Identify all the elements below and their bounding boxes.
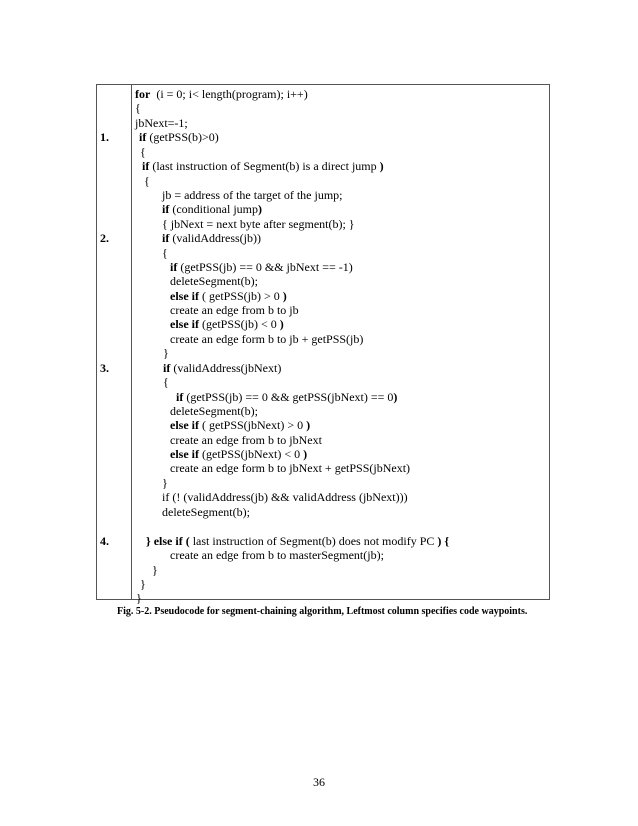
code-line [170, 433, 322, 447]
code-line [163, 361, 281, 375]
code-text: } [136, 591, 142, 605]
code-text: deleteSegment(b); [170, 274, 258, 288]
figure-caption: Fig. 5-2. Pseudocode for segment-chaining algorithm, Leftmost column specifies code waypoints. [117, 606, 528, 617]
code-keyword: ) [306, 418, 311, 432]
code-text: (i = 0; i< length(program); i++) [150, 87, 308, 101]
code-line [170, 548, 384, 562]
code-line [140, 145, 146, 159]
waypoint-label: 1. [100, 130, 109, 144]
code-text: (last instruction of Segment(b) is a direct jump [149, 159, 380, 173]
code-text: if (! (validAddress(jb) && validAddress (jbNext))) [162, 490, 408, 504]
code-line [162, 476, 168, 490]
waypoint-label: 2. [100, 231, 109, 245]
code-text: } [140, 577, 146, 591]
code-line [170, 317, 284, 331]
code-line [135, 101, 141, 115]
code-line [139, 130, 219, 144]
code-keyword: ) [303, 447, 308, 461]
code-keyword: if [176, 390, 184, 404]
code-keyword: if [162, 231, 170, 245]
code-line [170, 461, 410, 475]
code-text: last instruction of Segment(b) does not modify PC [189, 534, 438, 548]
code-line [163, 346, 169, 360]
code-keyword: for [135, 87, 151, 101]
code-keyword: else if [170, 289, 199, 303]
code-keyword: if [142, 159, 150, 173]
code-line [144, 174, 150, 188]
waypoint-label: 3. [100, 361, 109, 375]
code-text: { [144, 174, 150, 188]
code-keyword: } else if ( [146, 534, 190, 548]
code-line [176, 390, 397, 404]
code-line [152, 563, 158, 577]
code-line [142, 159, 384, 173]
code-text: jbNext=-1; [135, 116, 188, 130]
code-keyword: ) [379, 159, 384, 173]
code-line [170, 303, 299, 317]
waypoint-label: 4. [100, 534, 109, 548]
code-text: (getPSS(jb) == 0 && getPSS(jbNext) == 0 [183, 390, 394, 404]
code-line [136, 591, 142, 605]
code-keyword: ) [258, 202, 262, 216]
code-text: (validAddress(jbNext) [170, 361, 282, 375]
code-line [170, 447, 307, 461]
code-text: (getPSS(b)>0) [146, 130, 219, 144]
waypoint-column-divider [131, 84, 132, 600]
code-text: ( getPSS(jb) > 0 [199, 289, 283, 303]
code-keyword: else if [170, 418, 199, 432]
code-line [162, 231, 261, 245]
code-line [170, 418, 310, 432]
code-text: jb = address of the target of the jump; [162, 188, 343, 202]
code-keyword: if [139, 130, 147, 144]
code-line [170, 404, 258, 418]
code-line [135, 116, 188, 130]
code-text: { [163, 375, 169, 389]
code-text: ( getPSS(jbNext) > 0 [199, 418, 307, 432]
code-line [170, 274, 258, 288]
code-line [163, 375, 169, 389]
code-text: (getPSS(jbNext) < 0 [199, 447, 304, 461]
code-text: (conditional jump [169, 202, 258, 216]
code-text: (getPSS(jb) == 0 && jbNext == -1) [177, 260, 353, 274]
code-text: create an edge form b to jb + getPSS(jb) [170, 332, 364, 346]
code-keyword: ) [393, 390, 398, 404]
code-line [140, 577, 146, 591]
code-text: (validAddress(jb)) [169, 231, 261, 245]
code-line [170, 260, 353, 274]
code-line [135, 87, 308, 101]
code-text: { [135, 101, 141, 115]
code-text: create an edge from b to jb [170, 303, 299, 317]
code-text: { [140, 145, 146, 159]
code-text: } [163, 346, 169, 360]
code-keyword: if [163, 361, 171, 375]
code-keyword: if [170, 260, 178, 274]
code-line [162, 202, 262, 216]
code-keyword: if [162, 202, 170, 216]
code-text: create an edge form b to jbNext + getPSS(jbNext) [170, 461, 411, 475]
code-keyword: ) [282, 289, 287, 303]
code-line [162, 246, 168, 260]
code-text: } [152, 563, 158, 577]
code-text: { [162, 246, 168, 260]
code-keyword: ) { [437, 534, 450, 548]
page-number: 36 [313, 775, 325, 789]
code-line [146, 534, 449, 548]
code-line [170, 332, 363, 346]
code-text: { jbNext = next byte after segment(b); } [162, 217, 355, 231]
code-line [162, 188, 343, 202]
code-line [162, 217, 355, 231]
code-line [162, 505, 250, 519]
code-text: deleteSegment(b); [170, 404, 258, 418]
code-text: create an edge from b to jbNext [170, 433, 322, 447]
code-keyword: else if [170, 317, 199, 331]
code-text: create an edge from b to masterSegment(jb); [170, 548, 384, 562]
code-text: } [162, 476, 168, 490]
code-line [170, 289, 287, 303]
code-text: (getPSS(jb) < 0 [199, 317, 280, 331]
code-line [162, 490, 408, 504]
code-keyword: ) [279, 317, 284, 331]
code-keyword: else if [170, 447, 199, 461]
code-text: deleteSegment(b); [162, 505, 250, 519]
